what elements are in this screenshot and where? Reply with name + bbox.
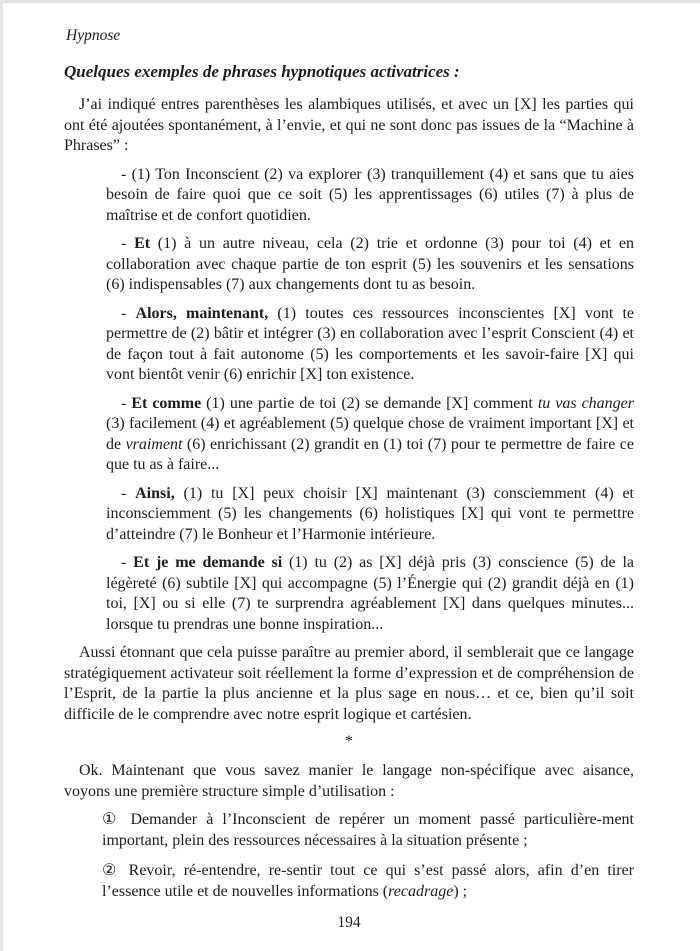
example-phrase-5: - Ainsi, (1) tu [X] peux choisir [X] maintenant (3) consciemment (4) et inconsciemment (5) les changements (6) holistiques [X] qui vont te permettre d’atteindre (7) le Bonheur et l’Harmonie intérieure. bbox=[106, 484, 634, 543]
transition-paragraph: Ok. Maintenant que vous savez manier le langage non-spécifique avec aisance, voyons une première structure simple d’utilisation : bbox=[64, 762, 634, 800]
running-header: Hypnose bbox=[66, 27, 121, 44]
example-phrase-1: - (1) Ton Inconscient (2) va explorer (3) tranquillement (4) et sans que tu aies besoin de faire quoi que ce soit (5) les apprentissages (6) utiles (7) à plus de maîtrise et de confort quotidien. bbox=[106, 165, 634, 224]
step-1: ① Demander à l’Inconscient de repérer un moment passé particulière-ment important, plein des ressources nécessaires à la situation présente ; bbox=[102, 811, 634, 849]
page-number: 194 bbox=[337, 914, 361, 931]
example-phrase-3: - Alors, maintenant, (1) toutes ces ressources inconscientes [X] vont te permettre de (2) bâtir et intégrer (3) en collaboration avec l’esprit Conscient (4) et de façon tout à fait autonome (5) les comportements et les savoir-faire [X] qui vont bientôt venir (6) enrichir [X] ton existence. bbox=[106, 304, 635, 383]
example-phrase-6: - Et je me demande si (1) tu (2) as [X] déjà pris (3) conscience (5) de la légèreté (6) subtile [X] qui accompagne (5) l’Énergie qui (2) grandit déjà en (1) toi, [X] ou si elle (7) te surprendra agréablement [X] dans quelques minutes... lorsque tu prendras une bonne inspiration... bbox=[106, 554, 634, 633]
commentary-paragraph: Aussi étonnant que cela puisse paraître au premier abord, il semblerait que ce langage stratégiquement activateur soit réellement la forme d’expression et de compréhension de l’Esprit, de la partie la plus ancienne et la plus sage en nous… et ce, bien qu’il soit difficile de le comprendre avec notre esprit logique et cartésien. bbox=[64, 644, 634, 723]
example-phrase-4: - Et comme (1) une partie de toi (2) se demande [X] comment tu vas changer (3) facilement (4) et agréablement (5) quelque chose de vraiment important [X] et de vraiment (6) enrichissant (2) grandit en (1) toi (7) pour te permettre de faire ce que tu as à faire... bbox=[106, 394, 635, 473]
example-phrase-2: - Et (1) à un autre niveau, cela (2) trie et ordonne (3) pour toi (4) et en collaboration avec chaque partie de ton esprit (5) les souvenirs et les sensations (6) indispensables (7) aux changements dont tu as besoin. bbox=[106, 235, 635, 293]
page-edge-top bbox=[0, 0, 700, 3]
page-content bbox=[64, 26, 634, 932]
intro-paragraph: J’ai indiqué entres parenthèses les alambiques utilisés, et avec un [X] les parties qui ont été ajoutées spontanément, à l’envie, et qui ne sont donc pas issues de la “Machine à Phrases” : bbox=[64, 96, 634, 154]
step-2: ② Revoir, ré-entendre, re-sentir tout ce qui s’est passé alors, afin d’en tirer l’essence utile et de nouvelles informations (recadrage) ; bbox=[102, 862, 634, 900]
page-edge-left bbox=[0, 0, 3, 951]
section-separator: * bbox=[345, 733, 353, 750]
section-heading: Quelques exemples de phrases hypnotiques activatrices : bbox=[64, 62, 460, 81]
